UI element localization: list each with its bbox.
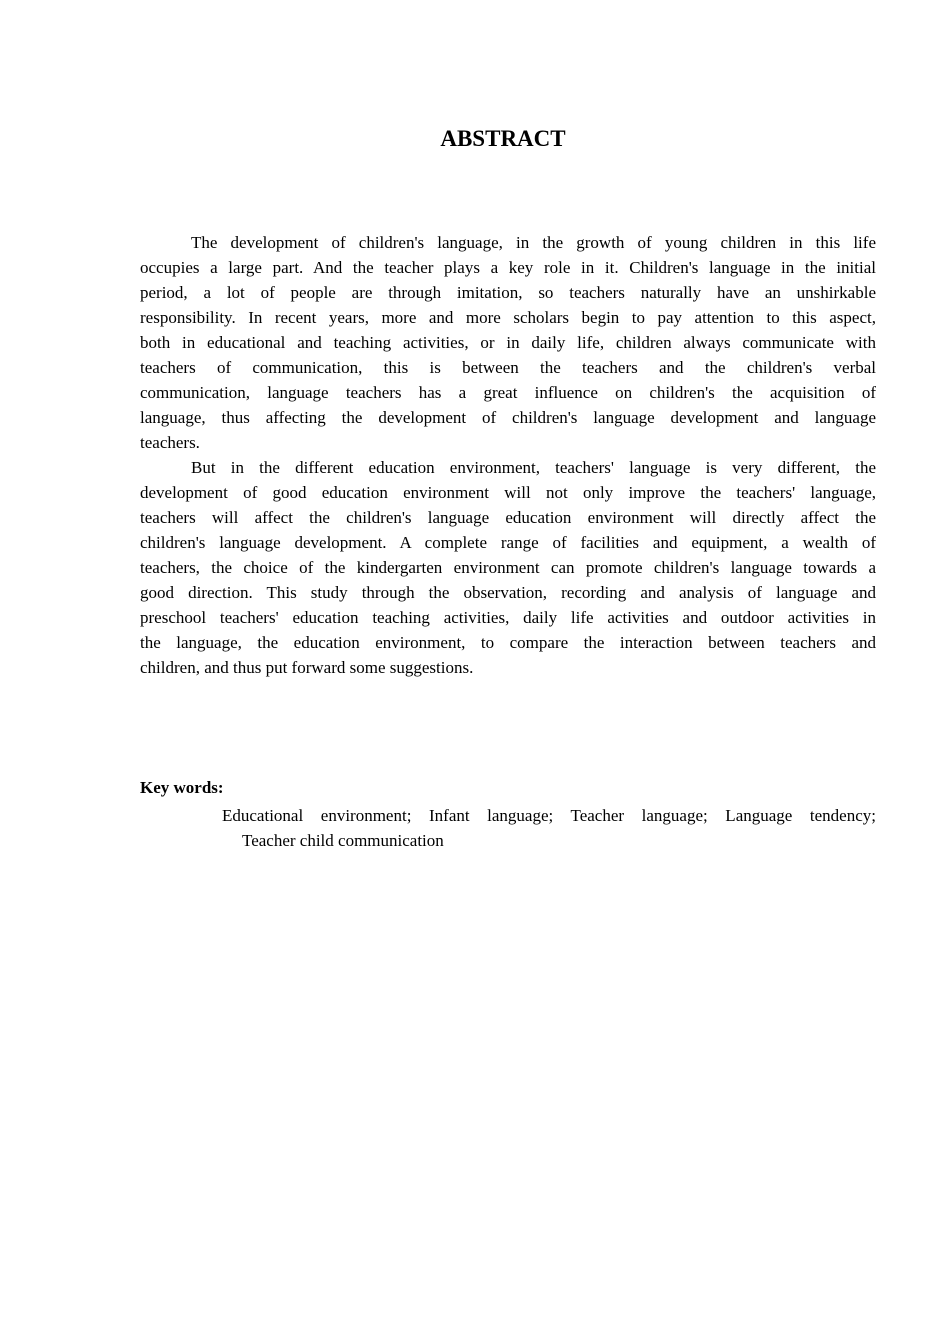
keywords-label: Key words: <box>140 778 224 797</box>
paragraph-line: teachers. <box>140 433 200 452</box>
paragraph-line: good direction. This study through the observation, recording and analysis of language and <box>140 583 876 602</box>
paragraph-line: occupies a large part. And the teacher plays a key role in it. Children's language in the initial <box>140 258 876 277</box>
paragraph-line: preschool teachers' education teaching activities, daily life activities and outdoor activities in <box>140 608 876 627</box>
paragraph-line: teachers of communication, this is between the teachers and the children's verbal <box>140 358 876 377</box>
keywords-list <box>222 803 876 853</box>
paragraph-line: language, thus affecting the development of children's language development and language <box>140 408 876 427</box>
paragraph-line: communication, language teachers has a great influence on children's the acquisition of <box>140 383 876 402</box>
keywords-line: Teacher child communication <box>242 831 444 850</box>
paragraph-line: both in educational and teaching activities, or in daily life, children always communicate with <box>140 333 876 352</box>
paragraph-line: But in the different education environment, teachers' language is very different, the <box>191 458 876 477</box>
keywords-line: Educational environment; Infant language; Teacher language; Language tendency; <box>222 806 876 825</box>
paragraph <box>140 230 876 455</box>
paragraph-line: The development of children's language, in the growth of young children in this life <box>191 233 876 252</box>
abstract-title: ABSTRACT <box>440 126 566 151</box>
paragraph-line: the language, the education environment, to compare the interaction between teachers and <box>140 633 876 652</box>
paragraph-line: teachers, the choice of the kindergarten environment can promote children's language towards a <box>140 558 876 577</box>
paragraph-line: teachers will affect the children's language education environment will directly affect the <box>140 508 876 527</box>
paragraph-line: responsibility. In recent years, more and more scholars begin to pay attention to this aspect, <box>140 308 876 327</box>
paragraph-line: development of good education environment will not only improve the teachers' language, <box>140 483 876 502</box>
paragraph-line: children's language development. A complete range of facilities and equipment, a wealth of <box>140 533 876 552</box>
abstract-body <box>140 230 876 680</box>
paragraph-line: children, and thus put forward some suggestions. <box>140 658 474 677</box>
paragraph <box>140 455 876 680</box>
paragraph-line: period, a lot of people are through imitation, so teachers naturally have an unshirkable <box>140 283 876 302</box>
